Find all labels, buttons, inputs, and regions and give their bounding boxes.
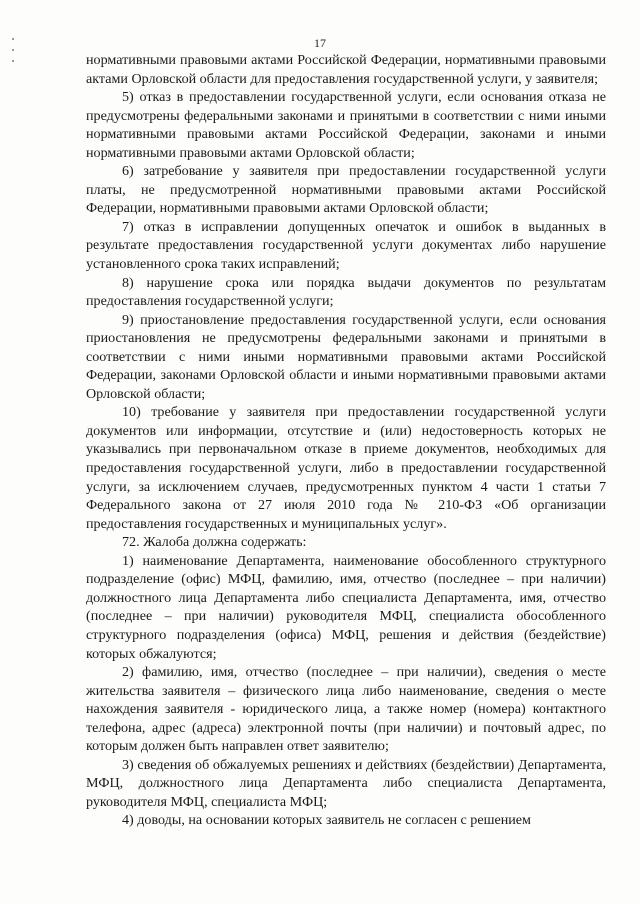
margin-mark bbox=[12, 60, 14, 62]
complaint-item-1: 1) наименование Департамента, наименование обособленного структурного подразделение (офис) МФЦ, фамилию, имя, отчество (последнее – при наличии) должностного лица Департамента либо специалиста Департамента, имя, отчество (последнее – при наличии) руководителя МФЦ, специалиста обособленного структурного подразделения (офиса) МФЦ, решения и действия (бездействие) которых обжалуются; bbox=[86, 552, 606, 662]
list-item-9: 9) приостановление предоставления государственной услуги, если основания приостановления не предусмотрены федеральными законами и принятыми в соответствии с ними иными нормативными правовыми актами Российской Федерации, законами Орловской области и иными нормативными правовыми актами Орловской области; bbox=[86, 311, 606, 402]
section-72-heading: 72. Жалоба должна содержать: bbox=[122, 534, 307, 551]
list-item-10: 10) требование у заявителя при предоставлении государственной услуги документов или информации, отсутствие и (или) недостоверность которых не указывались при первоначальном отказе в приеме документов, необходимых для предоставления государственной услуги, либо в предоставлении государственной услуги, за исключением случаев, предусмотренных пунктом 4 части 1 статьи 7 Федерального закона от 27 июля 2010 года № 210-ФЗ «Об организации предоставления государственных и муниципальных услуг». bbox=[86, 404, 606, 532]
document-body bbox=[86, 51, 606, 830]
complaint-item-4: 4) доводы, на основании которых заявитель не согласен с решением bbox=[122, 812, 531, 829]
list-item-6: 6) затребование у заявителя при предоставлении государственной услуги платы, не предусмотренной нормативными правовыми актами Российской Федерации, нормативными правовыми актами Орловской области; bbox=[86, 163, 606, 217]
list-item-8: 8) нарушение срока или порядка выдачи документов по результатам предоставления государственной услуги; bbox=[86, 274, 606, 310]
complaint-item-2: 2) фамилию, имя, отчество (последнее – при наличии), сведения о месте жительства заявителя – физического лица либо наименование, сведения о месте нахождения заявителя - юридического лица, а также номер (номера) контактного телефона, адрес (адреса) электронной почты (при наличии) и почтовый адрес, по которым должен быть направлен ответ заявителю; bbox=[86, 664, 606, 755]
list-item-5: 5) отказ в предоставлении государственной услуги, если основания отказа не предусмотрены федеральными законами и принятыми в соответствии с ними иными нормативными правовыми актами Российской Федерации, законами и иными нормативными правовыми актами Орловской области; bbox=[86, 89, 606, 161]
paragraph-continuation: нормативными правовыми актами Российской Федерации, нормативными правовыми актами Орловской области для предоставления государственной услуги, у заявителя; bbox=[86, 52, 606, 87]
page-number: 17 bbox=[314, 36, 326, 50]
complaint-item-3: 3) сведения об обжалуемых решениях и действиях (бездействии) Департамента, МФЦ, должностного лица Департамента либо специалиста Департамента, руководителя МФЦ, специалиста МФЦ; bbox=[86, 756, 606, 810]
list-item-7: 7) отказ в исправлении допущенных опечаток и ошибок в выданных в результате предоставления государственной услуги документах либо нарушение установленного срока таких исправлений; bbox=[86, 218, 606, 273]
